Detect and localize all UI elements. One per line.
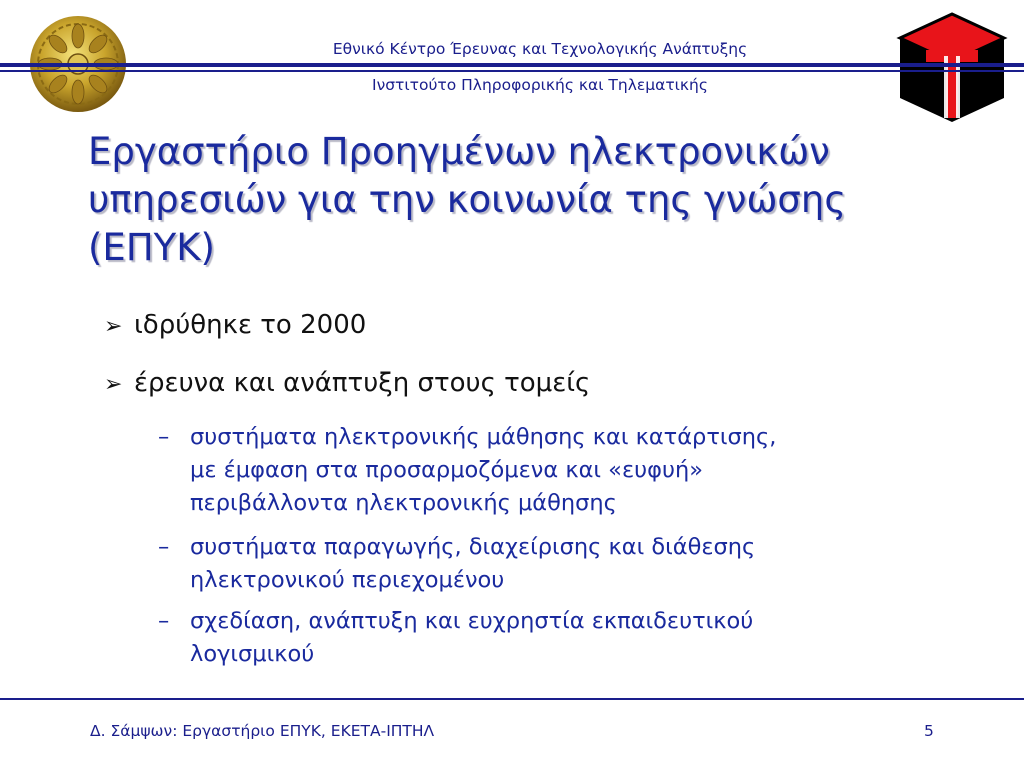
dash-bullet-icon: – — [158, 608, 170, 634]
sub-bullet-line: με έμφαση στα προσαρμοζόμενα και «ευφυή» — [190, 457, 704, 483]
sub-bullet-item — [158, 605, 918, 671]
sub-bullet-item — [158, 531, 918, 597]
footer-text: Δ. Σάμψων: Εργαστήριο ΕΠΥΚ, ΕΚΕΤΑ-ΙΠΤΗΛ — [90, 722, 435, 740]
arrow-bullet-icon: ➢ — [104, 314, 123, 339]
sub-bullet-line: ηλεκτρονικού περιεχομένου — [190, 567, 505, 593]
title-line: (ΕΠΥΚ) — [88, 226, 215, 269]
footer-rule — [0, 698, 1024, 700]
bullet-item — [104, 310, 366, 340]
slide-title — [88, 128, 918, 272]
arrow-bullet-icon: ➢ — [104, 372, 123, 397]
page-number: 5 — [924, 722, 934, 740]
bullet-text: έρευνα και ανάπτυξη στους τομείς — [134, 368, 591, 398]
sub-bullet-line: περιβάλλοντα ηλεκτρονικής μάθησης — [190, 490, 617, 516]
institute-name: Ινστιτούτο Πληροφορικής και Τηλεματικής — [372, 76, 708, 94]
sub-bullet-item — [158, 421, 918, 520]
bullet-text: ιδρύθηκε το 2000 — [134, 310, 367, 340]
sub-bullet-line: λογισμικού — [190, 641, 315, 667]
title-line: υπηρεσιών για την κοινωνία της γνώσης — [88, 178, 847, 221]
sub-bullet-line: σχεδίαση, ανάπτυξη και ευχρηστία εκπαιδευτικού — [190, 608, 754, 634]
sub-bullet-line: συστήματα ηλεκτρονικής μάθησης και κατάρτισης, — [190, 424, 777, 450]
red-black-cube-logo-icon — [896, 12, 1008, 124]
header-rule-top — [0, 63, 1024, 67]
dash-bullet-icon: – — [158, 424, 170, 450]
bullet-item — [104, 368, 590, 398]
org-name: Εθνικό Κέντρο Έρευνας και Τεχνολογικής Ανάπτυξης — [332, 40, 748, 58]
title-line: Εργαστήριο Προηγμένων ηλεκτρονικών — [88, 130, 830, 173]
header-rule-bottom — [0, 70, 1024, 72]
sub-bullet-line: συστήματα παραγωγής, διαχείρισης και διάθεσης — [190, 534, 756, 560]
dash-bullet-icon: – — [158, 534, 170, 560]
